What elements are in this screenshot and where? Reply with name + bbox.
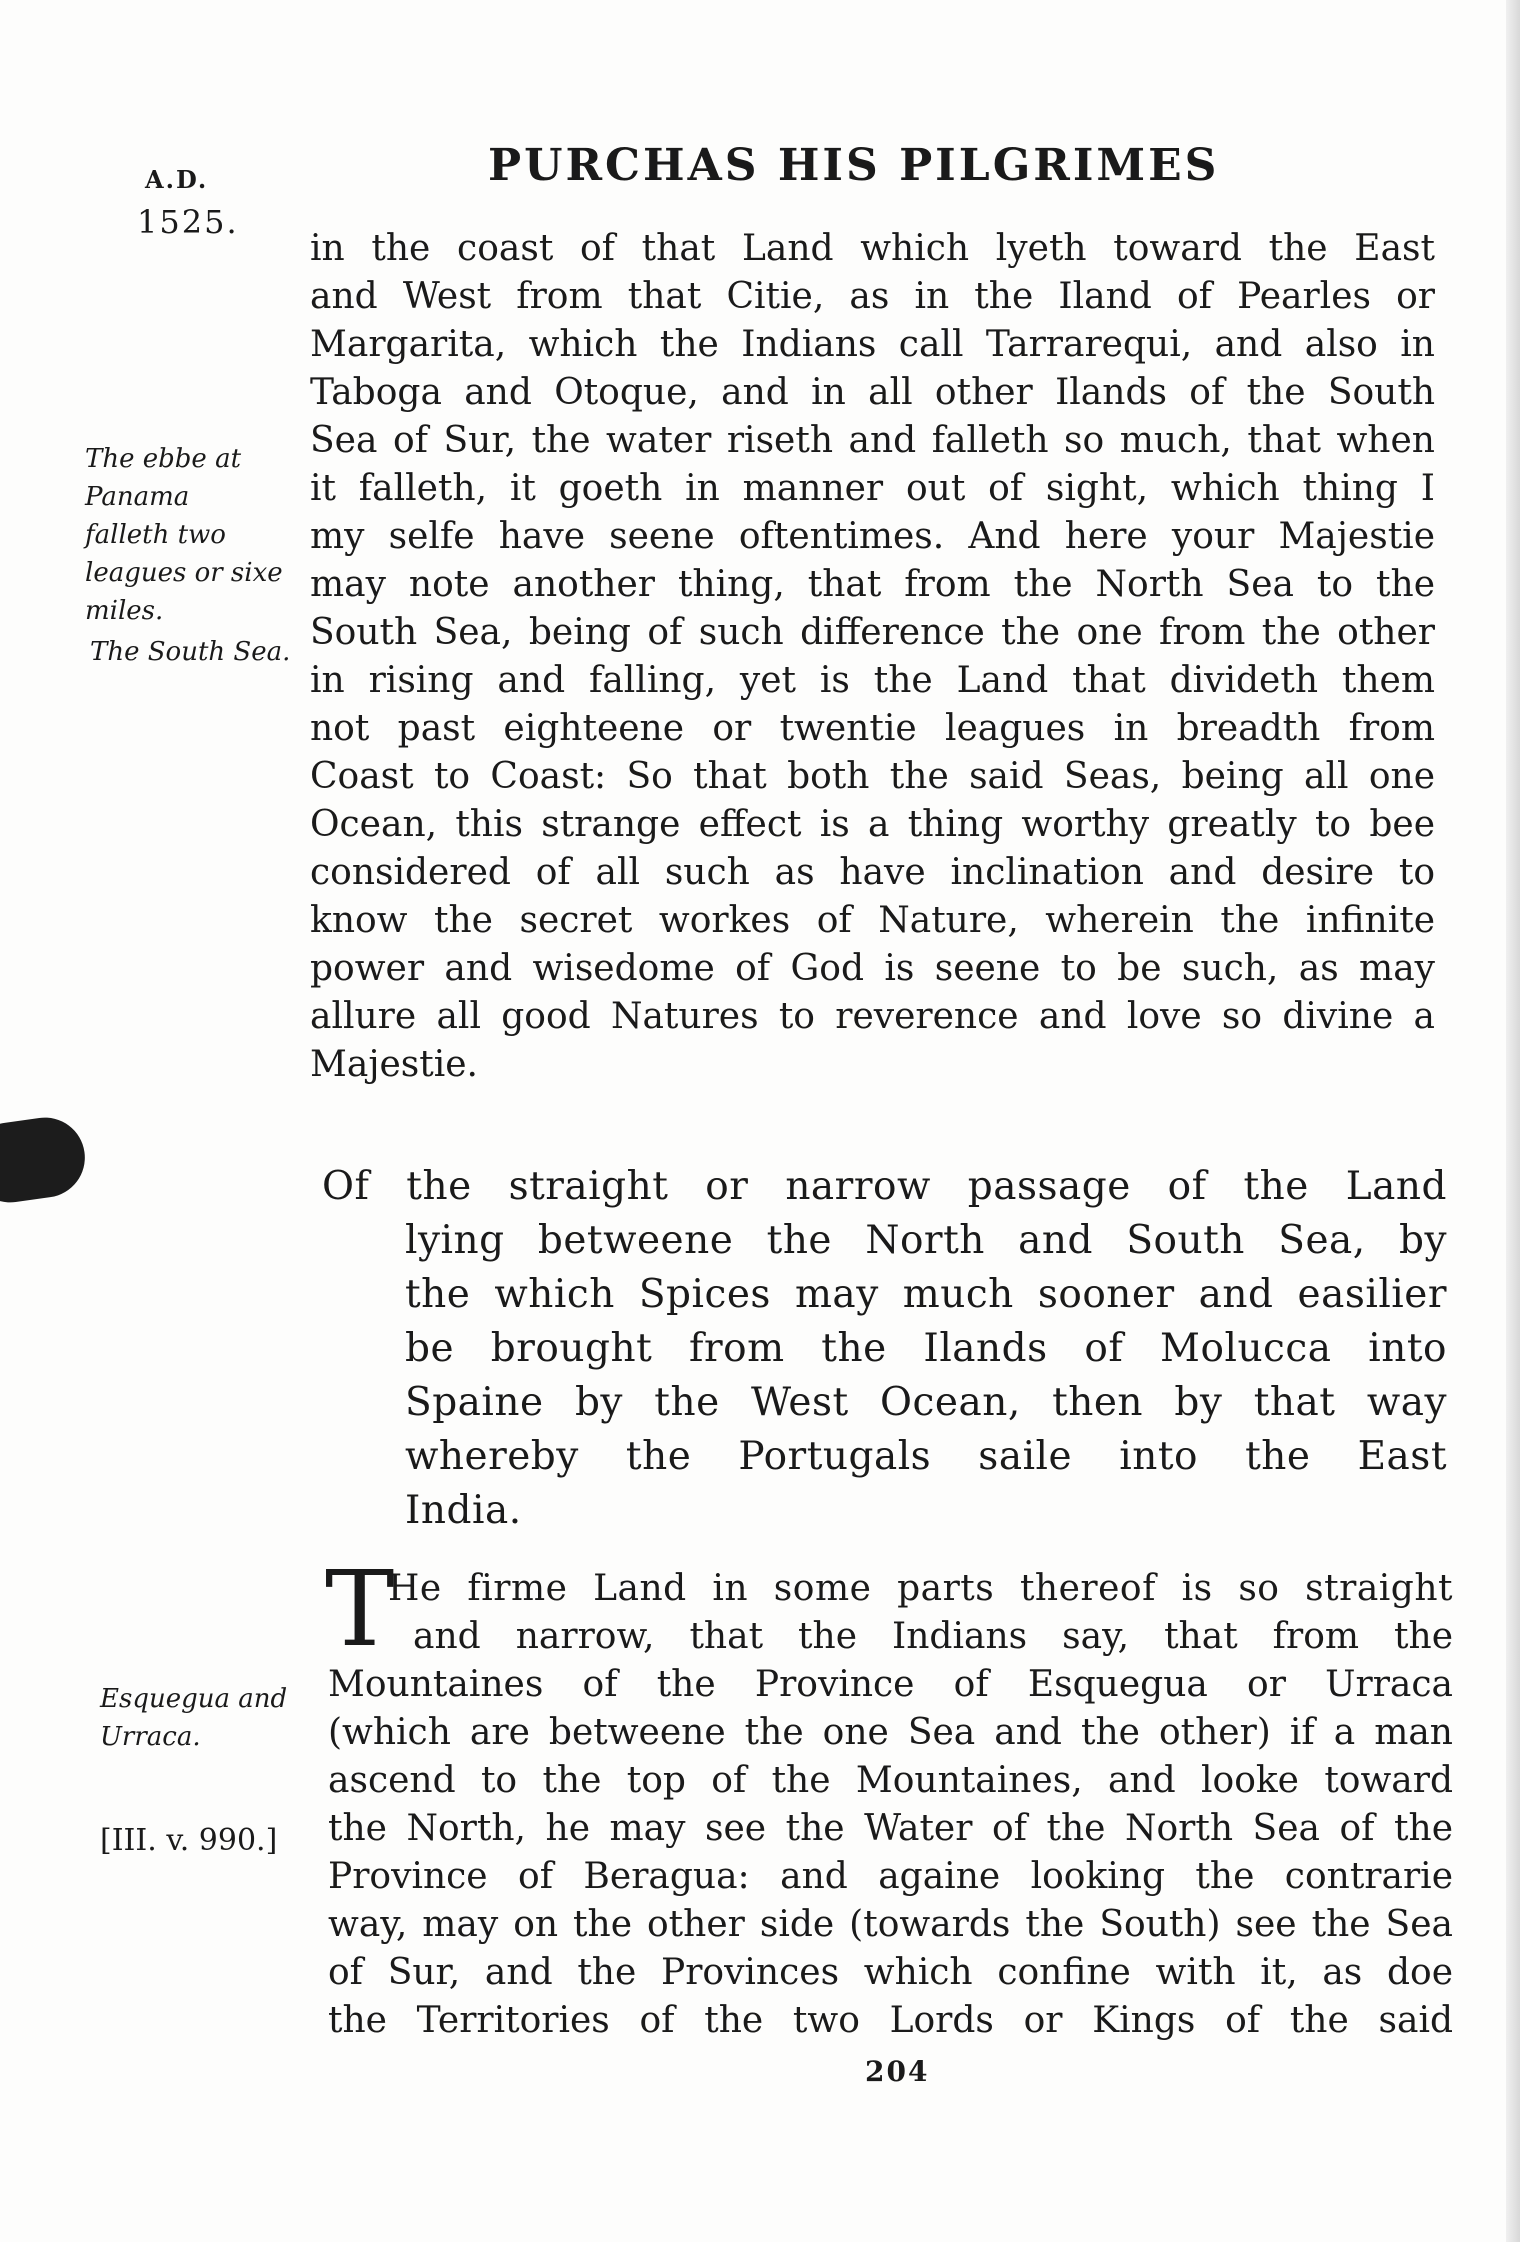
margin-note-line: The ebbe at xyxy=(85,444,242,474)
text-line: allure all good Natures to reverence and love so divine a xyxy=(310,996,1435,1037)
paragraph-1 xyxy=(310,225,1435,1089)
drop-cap: T xyxy=(325,1548,395,1670)
text-line: Coast to Coast: So that both the said Seas, being all one xyxy=(310,756,1435,797)
chapter-heading xyxy=(322,1160,1447,1538)
text-line: Margarita, which the Indians call Tarrarequi, and also in xyxy=(310,324,1435,365)
page-number: 204 xyxy=(865,2055,930,2088)
margin-note-esquegua xyxy=(100,1680,287,1756)
margin-note-line: Esquegua and xyxy=(100,1684,288,1714)
text-line: power and wisedome of God is seene to be such, as may xyxy=(310,948,1435,989)
text-line: Sea of Sur, the water riseth and falleth so much, that when xyxy=(310,420,1435,461)
text-line: considered of all such as have inclination and desire to xyxy=(310,852,1435,893)
text-line: not past eighteene or twentie leagues in breadth from xyxy=(310,708,1435,749)
text-line: may note another thing, that from the North Sea to the xyxy=(310,564,1435,605)
heading-line: the which Spices may much sooner and easilier xyxy=(405,1272,1447,1317)
text-line: the North, he may see the Water of the North Sea of the xyxy=(328,1808,1453,1849)
text-line: Majestie. xyxy=(310,1044,478,1085)
margin-note-reference: [III. v. 990.] xyxy=(100,1823,278,1858)
margin-note-line: miles. xyxy=(85,596,164,626)
dropcap-block xyxy=(325,1548,1453,1670)
text-line: (which are betweene the one Sea and the other) if a man xyxy=(328,1712,1453,1753)
text-line: South Sea, being of such difference the one from the other xyxy=(310,612,1435,653)
heading-line: Of the straight or narrow passage of the Land xyxy=(322,1164,1447,1209)
year-label: A.D. xyxy=(145,165,209,194)
text-line: it falleth, it goeth in manner out of sight, which thing I xyxy=(310,468,1435,509)
margin-note-south-sea: The South Sea. xyxy=(90,637,291,667)
heading-line: India. xyxy=(405,1488,522,1533)
paragraph-2 xyxy=(325,1548,1453,2045)
running-head: PURCHAS HIS PILGRIMES xyxy=(488,140,1220,191)
heading-line: lying betweene the North and South Sea, by xyxy=(405,1218,1447,1263)
heading-line: whereby the Portugals saile into the East xyxy=(405,1434,1447,1479)
heading-line: Spaine by the West Ocean, then by that way xyxy=(405,1380,1447,1425)
heading-line: be brought from the Ilands of Molucca into xyxy=(405,1326,1447,1371)
margin-note-line: Panama xyxy=(85,482,190,512)
text-line: and narrow, that the Indians say, that from the xyxy=(413,1616,1453,1657)
text-line: in rising and falling, yet is the Land that divideth them xyxy=(310,660,1435,701)
thumb-shadow xyxy=(0,1112,90,1207)
text-line: way, may on the other side (towards the South) see the Sea xyxy=(328,1904,1453,1945)
margin-note-line: leagues or sixe xyxy=(85,558,283,588)
text-line: and West from that Citie, as in the Iland of Pearles or xyxy=(310,276,1435,317)
year-value: 1525. xyxy=(137,203,239,241)
page-edge-shadow xyxy=(1506,0,1520,2242)
text-line: Province of Beragua: and againe looking the contrarie xyxy=(328,1856,1453,1897)
margin-note-line: falleth two xyxy=(85,520,226,550)
text-line: Taboga and Otoque, and in all other Ilands of the South xyxy=(310,372,1435,413)
text-line: Mountaines of the Province of Esquegua or Urraca xyxy=(328,1664,1453,1705)
text-line: of Sur, and the Provinces which confine with it, as doe xyxy=(328,1952,1453,1993)
text-line: He firme Land in some parts thereof is so straight xyxy=(388,1568,1453,1609)
margin-note-line: Urraca. xyxy=(100,1722,201,1752)
text-line: Ocean, this strange effect is a thing worthy greatly to bee xyxy=(310,804,1435,845)
text-line: my selfe have seene oftentimes. And here your Majestie xyxy=(310,516,1435,557)
text-line: in the coast of that Land which lyeth toward the East xyxy=(310,228,1435,269)
text-line: ascend to the top of the Mountaines, and looke toward xyxy=(328,1760,1453,1801)
margin-note-ebbe xyxy=(85,440,283,630)
text-line: the Territories of the two Lords or Kings of the said xyxy=(328,2000,1453,2041)
text-line: know the secret workes of Nature, wherein the infinite xyxy=(310,900,1435,941)
